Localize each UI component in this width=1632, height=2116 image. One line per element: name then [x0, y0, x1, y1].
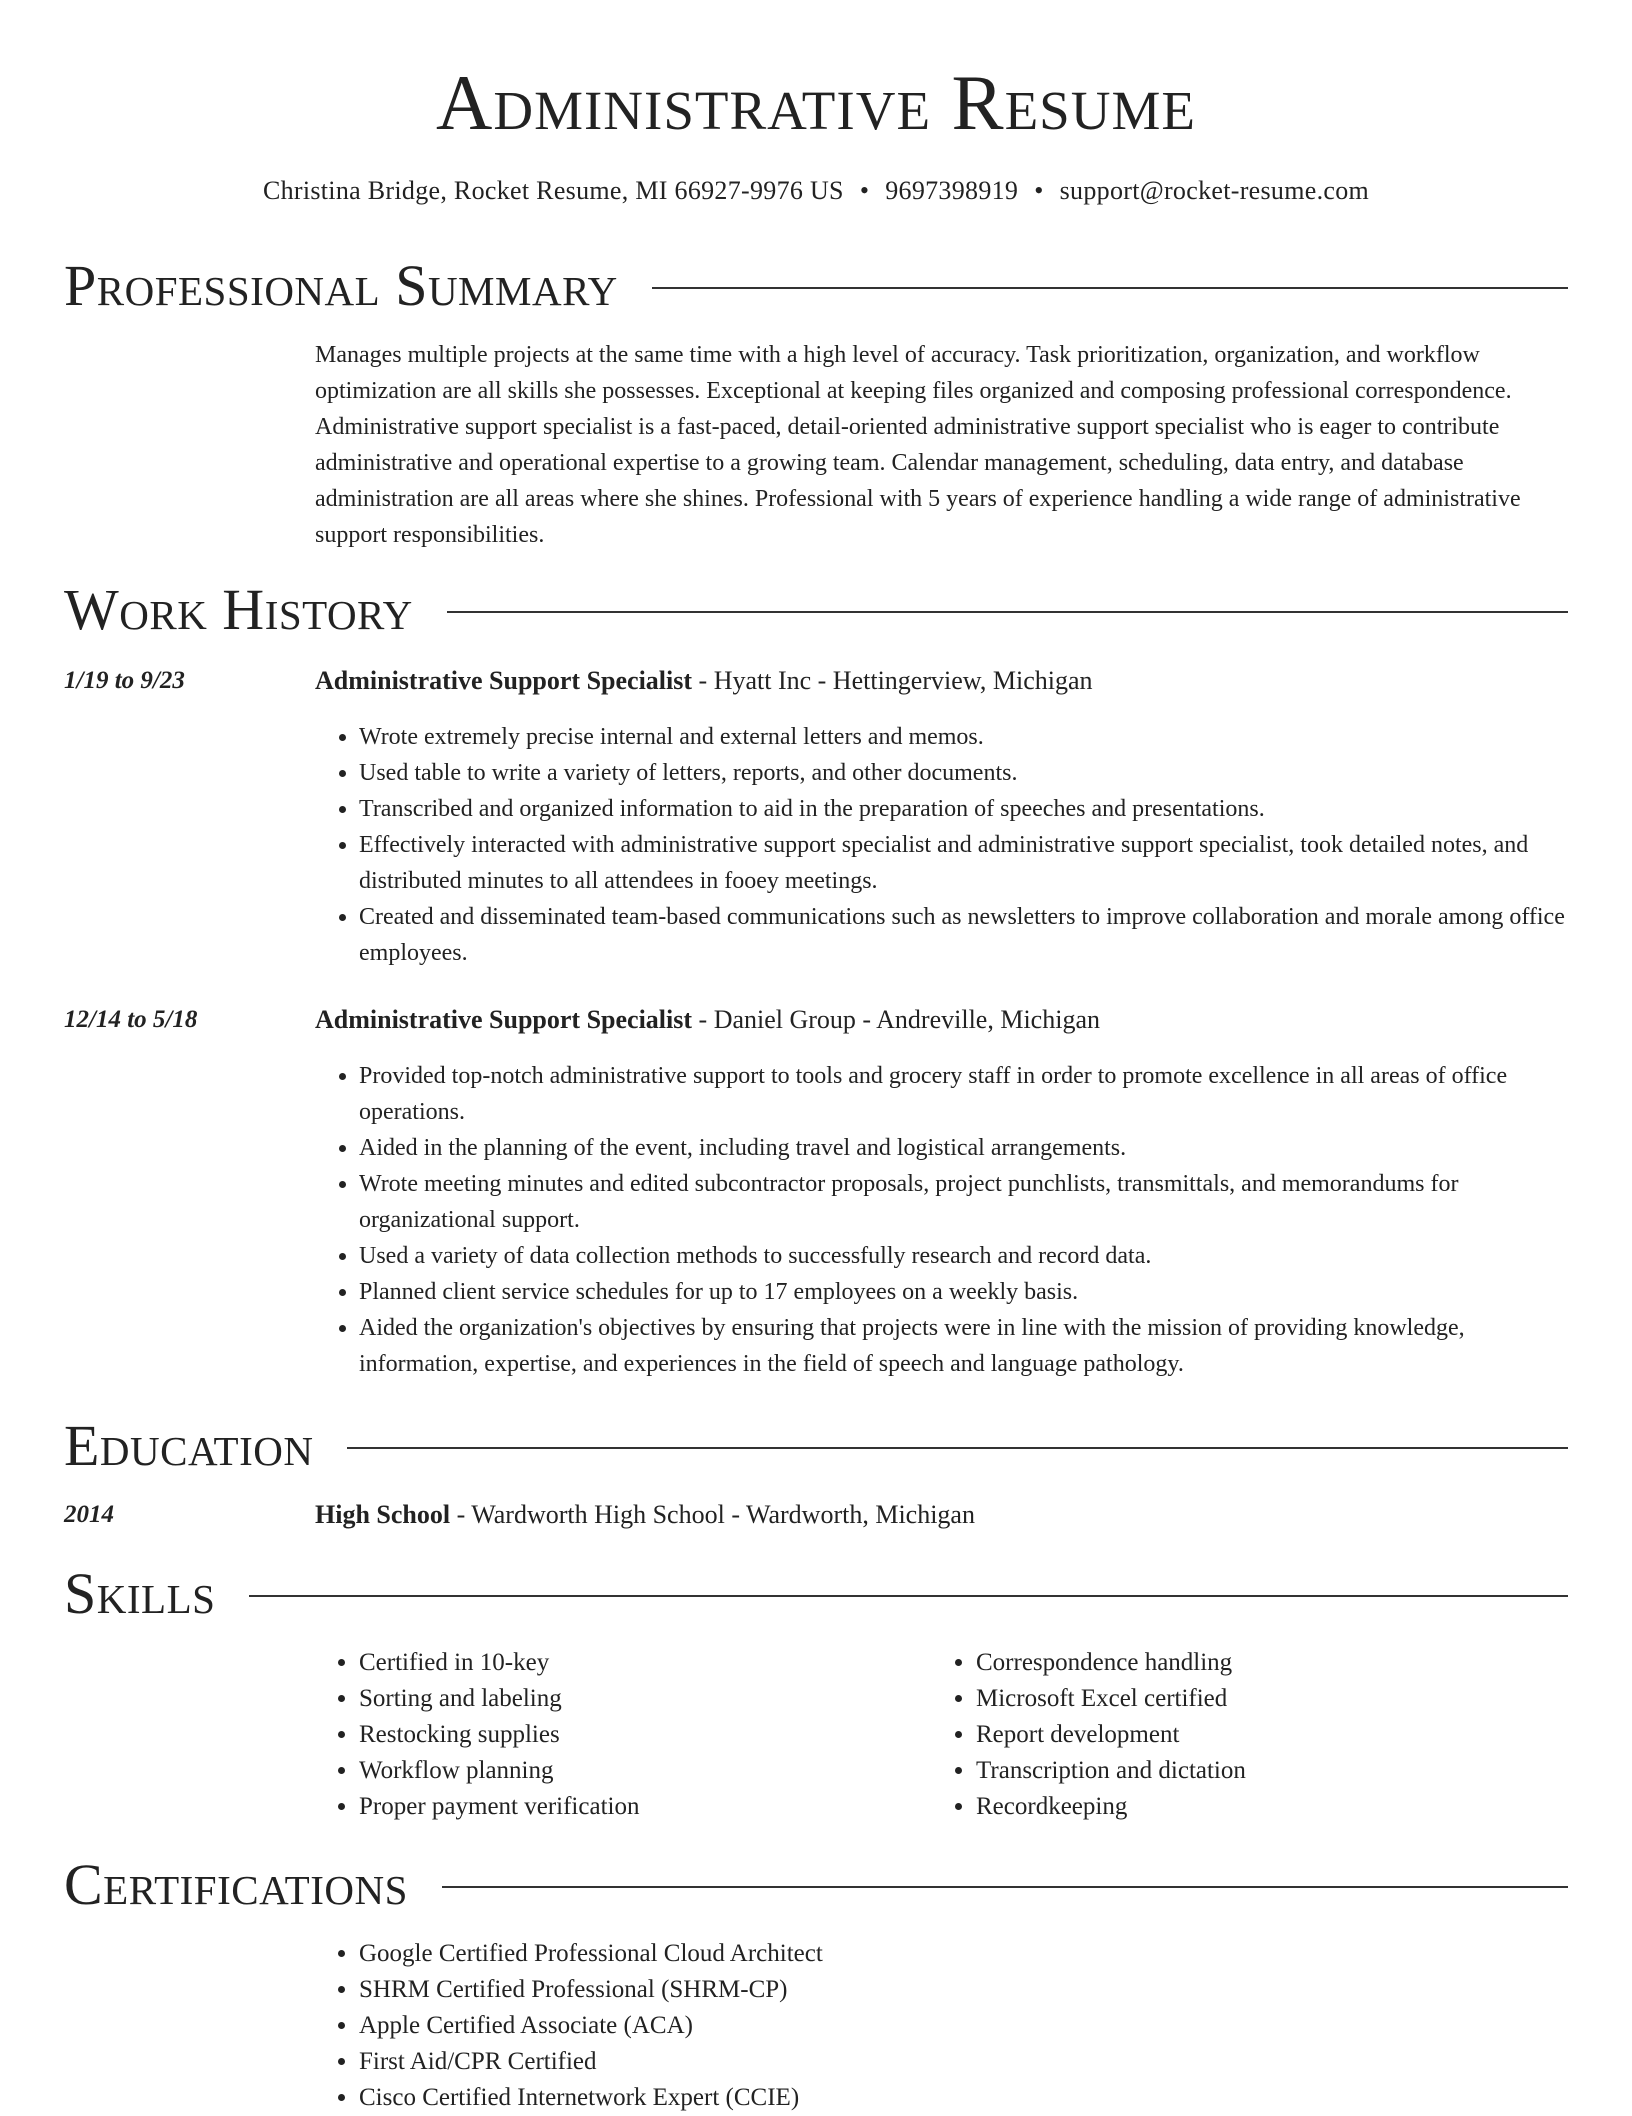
- summary-block: [315, 337, 1570, 553]
- job-dates: 12/14 to 5/18: [64, 1006, 198, 1033]
- certifications-list: [315, 1936, 1315, 2116]
- job-header: [315, 664, 1570, 698]
- skill-item: • Restocking supplies: [359, 1717, 915, 1753]
- job-bullet: • Aided the organization's objectives by ensuring that projects were in line with the mission of providing knowledge, information, expertise, and experiences in the field of speech and language pathology.: [359, 1310, 1570, 1382]
- skill-item: • Certified in 10-key: [359, 1645, 915, 1681]
- contact-email: support@rocket-resume.com: [1059, 176, 1370, 205]
- education-year: 2014: [64, 1501, 114, 1528]
- document-title: Administrative Resume: [436, 59, 1196, 146]
- job-bullet: • Planned client service schedules for up to 17 employees on a weekly basis.: [359, 1274, 1570, 1310]
- job-bullet: • Used a variety of data collection methods to successfully research and record data.: [359, 1238, 1570, 1274]
- skill-item: • Transcription and dictation: [976, 1753, 1532, 1789]
- skill-item: • Correspondence handling: [976, 1645, 1532, 1681]
- education-heading: Education: [64, 1413, 314, 1478]
- job-title: Administrative Support Specialist: [315, 1005, 693, 1034]
- certifications-heading: Certifications: [64, 1852, 408, 1917]
- job-details: - Daniel Group - Andreville, Michigan: [692, 1005, 1100, 1034]
- education-details: - Wardworth High School - Wardworth, Michigan: [450, 1500, 975, 1529]
- job-bullet: • Aided in the planning of the event, including travel and logistical arrangements.: [359, 1130, 1570, 1166]
- job-bullet: • Transcribed and organized information to aid in the preparation of speeches and presentations.: [359, 791, 1570, 827]
- section-divider: [652, 287, 1568, 289]
- job-bullet: • Wrote meeting minutes and edited subcontractor proposals, project punchlists, transmittals, and memorandums for organizational support.: [359, 1166, 1570, 1238]
- skill-item: • Sorting and labeling: [359, 1681, 915, 1717]
- job-bullet: • Effectively interacted with administrative support specialist and administrative support specialist, took detailed notes, and distributed minutes to all attendees in fooey meetings.: [359, 827, 1570, 899]
- contact-separator: •: [859, 176, 870, 205]
- skill-item: • Workflow planning: [359, 1753, 915, 1789]
- section-divider: [249, 1595, 1568, 1597]
- skills-heading: Skills: [64, 1561, 216, 1626]
- contact-phone: 9697398919: [885, 176, 1019, 205]
- certifications-section-header: [64, 1852, 1568, 1918]
- skills-section-header: [64, 1561, 1568, 1627]
- section-divider: [347, 1447, 1568, 1449]
- skills-list-right: [932, 1645, 1532, 1825]
- certification-item: • Google Certified Professional Cloud Architect: [359, 1936, 1315, 1972]
- skills-list-left: [315, 1645, 915, 1825]
- skill-item: • Recordkeeping: [976, 1789, 1532, 1825]
- summary-text: Manages multiple projects at the same time with a high level of accuracy. Task prioritization, organization, and workflow optimization are all skills she possesses. Exceptional at keeping files organized and composing professional correspondence. Administrative support specialist is a fast-paced, detail-oriented administrative support specialist who is eager to contribute administrative and operational expertise to a growing team. Calendar management, scheduling, data entry, and database administration are all areas where she shines. Professional with 5 years of experience handling a wide range of administrative support responsibilities.: [315, 342, 1521, 548]
- job-dates: 1/19 to 9/23: [64, 667, 185, 694]
- job-title: Administrative Support Specialist: [315, 666, 693, 695]
- work-history-heading: Work History: [64, 577, 413, 642]
- summary-section-header: [64, 253, 1568, 319]
- education-section-header: [64, 1413, 1568, 1479]
- summary-heading: Professional Summary: [64, 253, 618, 318]
- job-bullet: • Wrote extremely precise internal and external letters and memos.: [359, 719, 1570, 755]
- contact-address: Christina Bridge, Rocket Resume, MI 66927-9976 US: [262, 176, 844, 205]
- work-history-section-header: [64, 577, 1568, 643]
- contact-separator: •: [1034, 176, 1044, 205]
- certification-item: • SHRM Certified Professional (SHRM-CP): [359, 1972, 1315, 2008]
- certification-item: • Cisco Certified Internetwork Expert (CCIE): [359, 2080, 1315, 2116]
- job-bullet: • Provided top-notch administrative support to tools and grocery staff in order to promote excellence in all areas of office operations.: [359, 1058, 1570, 1130]
- job-bullet: • Used table to write a variety of letters, reports, and other documents.: [359, 755, 1570, 791]
- skill-item: • Microsoft Excel certified: [976, 1681, 1532, 1717]
- skill-item: • Report development: [976, 1717, 1532, 1753]
- job-details: - Hyatt Inc - Hettingerview, Michigan: [692, 666, 1093, 695]
- job-bullet: • Created and disseminated team-based communications such as newsletters to improve collaboration and morale among office employees.: [359, 899, 1570, 971]
- section-divider: [442, 1886, 1568, 1888]
- job-bullet-list: [315, 1058, 1570, 1382]
- section-divider: [447, 611, 1568, 613]
- contact-line: [0, 174, 1632, 208]
- education-degree: High School: [315, 1500, 451, 1529]
- certification-item: • Apple Certified Associate (ACA): [359, 2008, 1315, 2044]
- certification-item: • First Aid/CPR Certified: [359, 2044, 1315, 2080]
- education-entry: [315, 1498, 1570, 1532]
- job-bullet-list: [315, 719, 1570, 971]
- job-header: [315, 1003, 1570, 1037]
- skill-item: • Proper payment verification: [359, 1789, 915, 1825]
